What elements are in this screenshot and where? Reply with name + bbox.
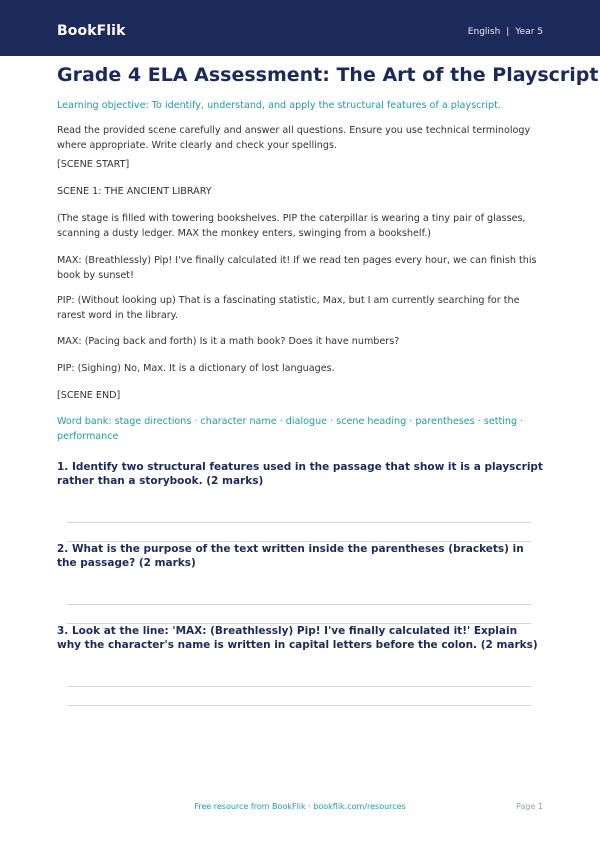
answer-line[interactable] — [67, 705, 531, 706]
page-number: Page 1 — [516, 802, 543, 811]
scene-start: [SCENE START] — [57, 159, 130, 170]
scene-heading: SCENE 1: THE ANCIENT LIBRARY — [57, 186, 212, 197]
header-bar — [0, 0, 600, 56]
brand-logo: BookFlik — [57, 23, 126, 39]
dialogue-line-2: PIP: (Without looking up) That is a fascinating statistic, Max, but I am currently searching for the rarest word in the library. — [57, 295, 520, 321]
stage-direction: (The stage is filled with towering bookshelves. PIP the caterpillar is wearing a tiny pair of glasses, scanning a dusty ledger. MAX the monkey enters, swinging from a bookshelf.) — [57, 213, 526, 239]
instructions: Read the provided scene carefully and answer all questions. Ensure you use technical terminology where appropriate. Write clearly and check your spellings. — [57, 125, 531, 151]
answer-line[interactable] — [67, 604, 531, 605]
answer-line[interactable] — [67, 522, 531, 523]
year-label: Year 5 — [515, 27, 543, 37]
word-bank: Word bank: stage directions · character name · dialogue · scene heading · parentheses · setting · performance — [57, 416, 524, 442]
scene-end: [SCENE END] — [57, 390, 121, 401]
footer-text: Free resource from BookFlik · bookflik.com/resources — [194, 802, 406, 811]
dialogue-line-1: MAX: (Breathlessly) Pip! I've finally calculated it! If we read ten pages every hour, we can finish this book by sunset! — [57, 255, 537, 281]
question-2: 2. What is the purpose of the text written inside the parentheses (brackets) in the passage? (2 marks) — [57, 543, 524, 569]
question-1: 1. Identify two structural features used in the passage that show it is a playscript rather than a storybook. (2 marks) — [57, 461, 543, 487]
learning-objective: Learning objective: To identify, understand, and apply the structural features of a playscript. — [57, 100, 501, 111]
answer-line[interactable] — [67, 686, 531, 687]
question-3: 3. Look at the line: 'MAX: (Breathlessly) Pip! I've finally calculated it!' Explain why the character's name is written in capital letters before the colon. (2 marks) — [57, 625, 538, 651]
header-separator: | — [506, 27, 510, 37]
subject-label: English — [467, 27, 501, 37]
page-title: Grade 4 ELA Assessment: The Art of the Playscript — [57, 64, 599, 86]
header-meta — [468, 27, 543, 37]
dialogue-line-3: MAX: (Pacing back and forth) Is it a math book? Does it have numbers? — [57, 336, 400, 347]
dialogue-line-4: PIP: (Sighing) No, Max. It is a dictionary of lost languages. — [57, 363, 335, 374]
